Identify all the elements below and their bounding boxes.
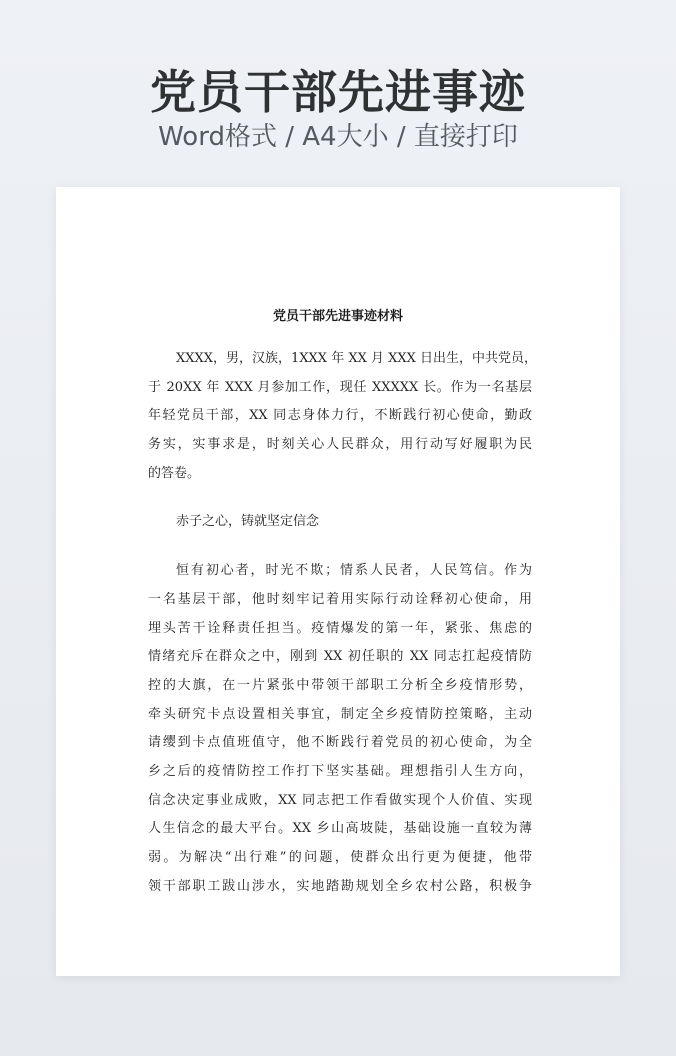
text-line: 年轻党员干部，XX 同志身体力行，不断践行初心使命，勤政 — [148, 408, 532, 424]
section-heading — [148, 508, 532, 537]
text-line: 信念决定事业成败，XX 同志把工作看做实现个人价值、实现 — [148, 792, 532, 808]
text-line: 人生信念的最大平台。XX 乡山高坡陡，基础设施一直较为薄 — [148, 821, 532, 837]
text-line: 情绪充斥在群众之中，刚到 XX 初任职的 XX 同志扛起疫情防 — [148, 649, 532, 665]
text-line: 控的大旗，在一片紧张中带领干部职工分析全乡疫情形势， — [148, 677, 532, 693]
paragraph-intro — [148, 345, 537, 488]
section-heading-text: 赤子之心，铸就坚定信念 — [176, 514, 320, 530]
text-line: 领干部职工跋山涉水，实地踏勘规划全乡农村公路，积极争 — [148, 878, 532, 894]
paragraph-spacer — [148, 488, 532, 508]
text-line: 的答卷。 — [148, 465, 201, 481]
text-line: 于 20XX 年 XXX 月参加工作，现任 XXXXX 长。作为一名基层 — [148, 379, 532, 395]
text-line: 务实，实事求是，时刻关心人民群众，用行动写好履职为民 — [148, 437, 532, 453]
text-line: 埋头苦干诠释责任担当。疫情爆发的第一年，紧张、焦虑的 — [148, 620, 532, 636]
text-line: 牵头研究卡点设置相关事宜，制定全乡疫情防控策略，主动 — [148, 706, 532, 722]
paragraph-spacer — [148, 537, 532, 557]
text-line: 乡之后的疫情防控工作打下坚实基础。理想指引人生方向， — [148, 763, 532, 779]
banner-subtitle: Word格式 / A4大小 / 直接打印 — [158, 122, 518, 152]
banner-title: 党员干部先进事迹 — [150, 65, 526, 119]
text-line: 恒有初心者，时光不欺；情系人民者，人民笃信。作为 — [176, 563, 532, 579]
document-title: 党员干部先进事迹材料 — [272, 309, 403, 324]
document-body — [148, 345, 537, 901]
document-page — [56, 187, 620, 976]
text-line: 弱。为解决“出行难”的问题，使群众出行更为便捷，他带 — [148, 850, 532, 865]
text-line: 一名基层干部，他时刻牢记着用实际行动诠释初心使命，用 — [148, 591, 532, 607]
paragraph-body — [148, 557, 532, 901]
text-line: XXXX，男，汉族，1XXX 年 XX 月 XXX 日出生，中共党员， — [176, 351, 537, 366]
text-line: 请缨到卡点值班值守，他不断践行着党员的初心使命，为全 — [148, 735, 532, 751]
